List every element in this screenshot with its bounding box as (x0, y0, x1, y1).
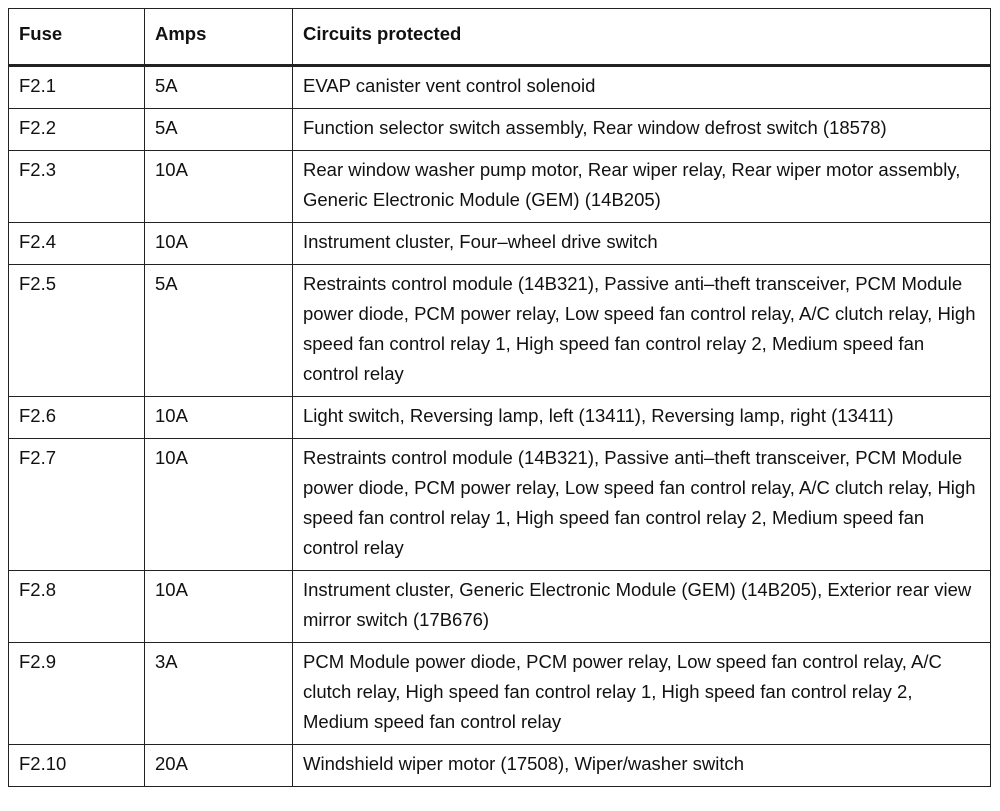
fuse-cell: F2.7 (9, 439, 145, 571)
fuse-cell: F2.4 (9, 223, 145, 265)
circuits-cell: Windshield wiper motor (17508), Wiper/washer switch (293, 745, 991, 787)
amps-cell: 20A (145, 745, 293, 787)
header-fuse: Fuse (9, 9, 145, 66)
fuse-cell: F2.3 (9, 151, 145, 223)
amps-cell: 5A (145, 265, 293, 397)
amps-cell: 5A (145, 66, 293, 109)
table-row (9, 745, 991, 787)
table-row (9, 643, 991, 745)
table-row (9, 571, 991, 643)
fuse-cell: F2.10 (9, 745, 145, 787)
circuits-cell: Rear window washer pump motor, Rear wiper relay, Rear wiper motor assembly, Generic Electronic Module (GEM) (14B205) (293, 151, 991, 223)
table-row (9, 265, 991, 397)
amps-cell: 10A (145, 397, 293, 439)
circuits-cell: Instrument cluster, Four–wheel drive switch (293, 223, 991, 265)
circuits-cell: Restraints control module (14B321), Passive anti–theft transceiver, PCM Module power diode, PCM power relay, Low speed fan control relay, A/C clutch relay, High speed fan control relay 1, High speed fan control relay 2, Medium speed fan control relay (293, 265, 991, 397)
circuits-cell: Instrument cluster, Generic Electronic Module (GEM) (14B205), Exterior rear view mirror switch (17B676) (293, 571, 991, 643)
header-amps: Amps (145, 9, 293, 66)
header-circuits: Circuits protected (293, 9, 991, 66)
fuse-cell: F2.9 (9, 643, 145, 745)
amps-cell: 10A (145, 571, 293, 643)
circuits-cell: EVAP canister vent control solenoid (293, 66, 991, 109)
table-row (9, 66, 991, 109)
amps-cell: 10A (145, 151, 293, 223)
amps-cell: 10A (145, 439, 293, 571)
fuse-cell: F2.5 (9, 265, 145, 397)
table-row (9, 397, 991, 439)
amps-cell: 5A (145, 109, 293, 151)
table-row (9, 151, 991, 223)
circuits-cell: PCM Module power diode, PCM power relay, Low speed fan control relay, A/C clutch relay, High speed fan control relay 1, High speed fan control relay 2, Medium speed fan control relay (293, 643, 991, 745)
circuits-cell: Function selector switch assembly, Rear window defrost switch (18578) (293, 109, 991, 151)
fuse-table (8, 8, 991, 787)
fuse-cell: F2.1 (9, 66, 145, 109)
table-row (9, 109, 991, 151)
circuits-cell: Light switch, Reversing lamp, left (13411), Reversing lamp, right (13411) (293, 397, 991, 439)
fuse-cell: F2.6 (9, 397, 145, 439)
fuse-cell: F2.8 (9, 571, 145, 643)
table-row (9, 223, 991, 265)
table-header-row (9, 9, 991, 66)
amps-cell: 3A (145, 643, 293, 745)
fuse-cell: F2.2 (9, 109, 145, 151)
circuits-cell: Restraints control module (14B321), Passive anti–theft transceiver, PCM Module power diode, PCM power relay, Low speed fan control relay, A/C clutch relay, High speed fan control relay 1, High speed fan control relay 2, Medium speed fan control relay (293, 439, 991, 571)
table-row (9, 439, 991, 571)
amps-cell: 10A (145, 223, 293, 265)
